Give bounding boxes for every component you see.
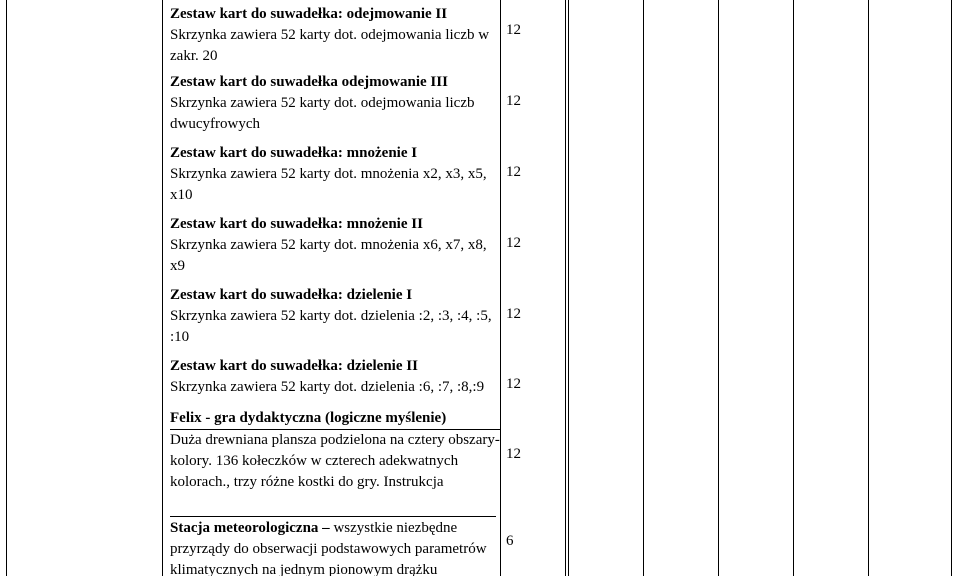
product-title: Zestaw kart do suwadełka odejmowanie III <box>170 74 448 90</box>
separator-line <box>170 516 496 517</box>
product-title: Zestaw kart do suwadełka: mnożenie II <box>170 216 423 232</box>
quantity-value: 12 <box>506 376 521 392</box>
product-title: Felix - gra dydaktyczna (logiczne myślenie) <box>170 408 500 430</box>
quantity-value: 6 <box>506 533 514 549</box>
table-row <box>170 4 500 67</box>
product-description: Skrzynka zawiera 52 karty dot. mnożenia x2, x3, x5, x10 <box>170 166 487 203</box>
table-row <box>170 285 500 348</box>
table-column-divider <box>868 0 869 576</box>
quantity-value: 12 <box>506 164 521 180</box>
product-title: Zestaw kart do suwadełka: dzielenie II <box>170 358 418 374</box>
quantity-value: 12 <box>506 22 521 38</box>
product-title: Zestaw kart do suwadełka: odejmowanie II <box>170 6 448 22</box>
product-description: Duża drewniana plansza podzielona na cztery obszary- kolory. 136 kołeczków w czterech adekwatnych kolorach., trzy różne kostki do gry. Instrukcja <box>170 432 500 490</box>
product-title: Zestaw kart do suwadełka: dzielenie I <box>170 287 413 303</box>
product-description: Skrzynka zawiera 52 karty dot. odejmowania liczb w zakr. 20 <box>170 27 490 64</box>
table-border-right <box>951 0 952 576</box>
table-row <box>170 72 500 135</box>
product-description: Skrzynka zawiera 52 karty dot. dzielenia :6, :7, :8,:9 <box>170 379 485 395</box>
table-column-divider <box>565 0 566 576</box>
product-description: Skrzynka zawiera 52 karty dot. mnożenia x6, x7, x8, x9 <box>170 237 487 274</box>
table-column-divider <box>568 0 569 576</box>
product-description: wszystkie niezbędne przyrządy do obserwacji podstawowych parametrów klimatycznych na jednym pionowym drążku <box>170 520 487 576</box>
table-row <box>170 356 500 398</box>
product-description: Skrzynka zawiera 52 karty dot. odejmowania liczb dwucyfrowych <box>170 95 475 132</box>
quantity-value: 12 <box>506 306 521 322</box>
table-column-divider <box>162 0 163 576</box>
product-description: Skrzynka zawiera 52 karty dot. dzielenia :2, :3, :4, :5, :10 <box>170 308 492 345</box>
table-row <box>170 408 500 493</box>
quantity-value: 12 <box>506 446 521 462</box>
product-title: Zestaw kart do suwadełka: mnożenie I <box>170 145 418 161</box>
table-border-left <box>6 0 7 576</box>
quantity-value: 12 <box>506 93 521 109</box>
product-title: Stacja meteorologiczna – <box>170 520 330 536</box>
quantity-value: 12 <box>506 235 521 251</box>
table-row <box>170 143 500 206</box>
table-row <box>170 214 500 277</box>
table-column-divider <box>718 0 719 576</box>
table-column-divider <box>643 0 644 576</box>
table-column-divider <box>500 0 501 576</box>
table-column-divider <box>793 0 794 576</box>
table-row <box>170 518 500 576</box>
